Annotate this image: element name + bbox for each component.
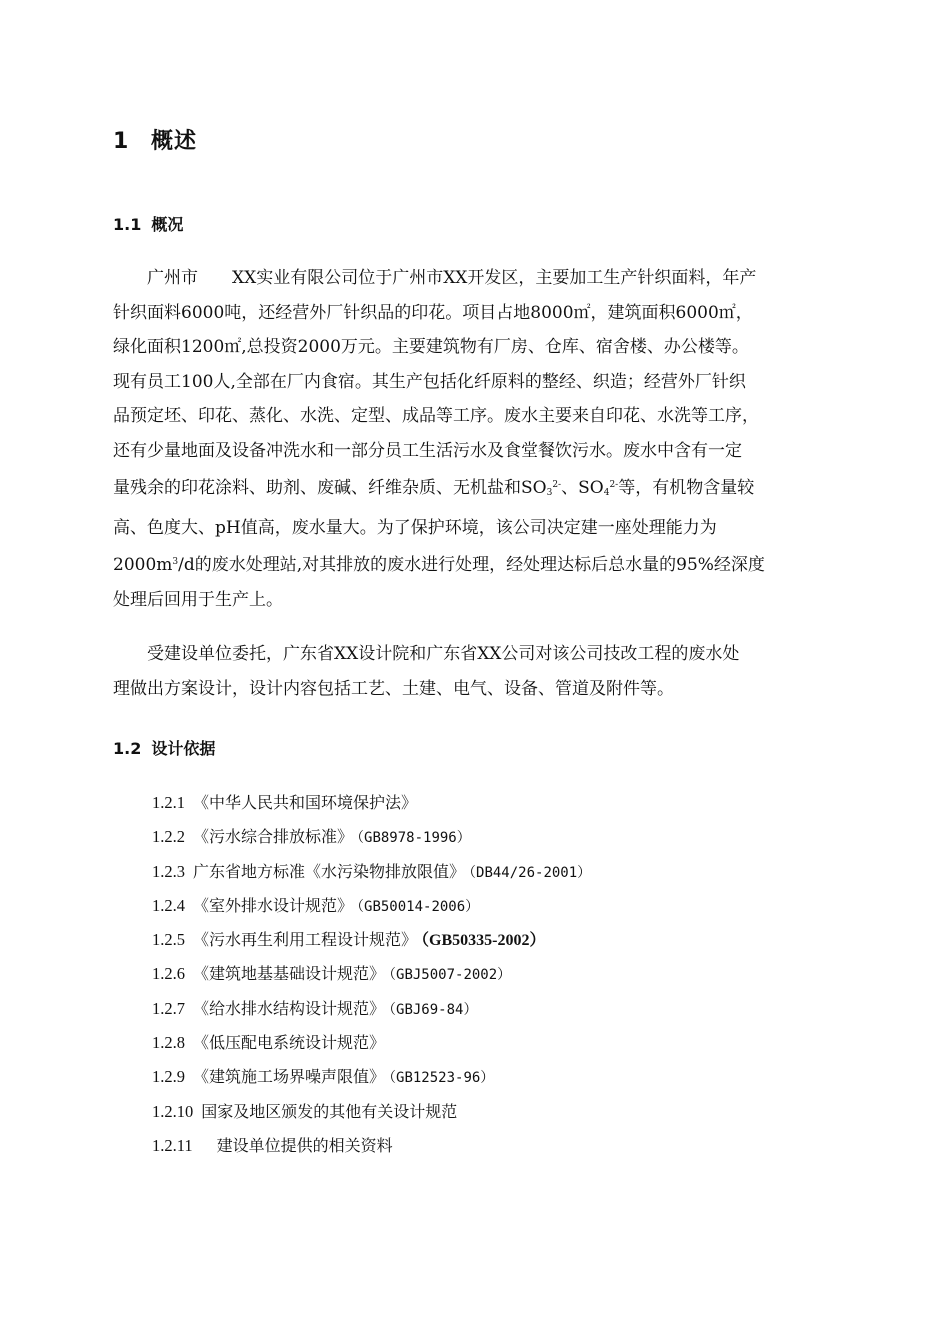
item-number: 1.2.6	[152, 964, 185, 984]
item-number: 1.2.7	[152, 998, 185, 1018]
unit-superscript: 3	[172, 557, 179, 567]
line-text: 2000m	[113, 555, 173, 575]
paragraph-line: 处理后回用于生产上。	[113, 589, 283, 610]
formula-base: SO	[578, 478, 604, 498]
item-standard-code: （GBJ69-84）	[389, 1001, 478, 1018]
paragraph-line	[113, 545, 843, 583]
formula-subscript: 3	[546, 488, 553, 498]
item-standard-code: （GB50335-2002）	[421, 932, 546, 950]
item-text: 《室外排水设计规范》	[193, 895, 354, 915]
paragraph-line: 品预定坯、印花、蒸化、水洗、定型、成品等工序。废水主要来自印花、水洗等工序，	[113, 406, 759, 426]
so3-formula	[521, 478, 561, 498]
chapter-number: 1	[113, 129, 130, 154]
separator: 、	[561, 478, 579, 498]
paragraph-line: 广州市 XX实业有限公司位于广州市XX开发区，主要加工生产针织面料，年产	[147, 268, 757, 288]
item-number: 1.2.2	[152, 827, 185, 847]
item-standard-code: （GB12523-96）	[389, 1070, 495, 1087]
formula-subscript: 4	[603, 488, 610, 498]
section-number: 1.2	[113, 739, 142, 758]
item-text: 《污水再生利用工程设计规范》	[193, 930, 418, 950]
item-number: 1.2.5	[152, 930, 185, 950]
paragraph-line: 绿化面积1200㎡,总投资2000万元。主要建筑物有厂房、仓库、宿舍楼、办公楼等。	[113, 337, 749, 357]
item-standard-code: （DB44/26-2001）	[469, 864, 592, 881]
section-heading-1-1	[113, 212, 183, 235]
item-text: 《建筑施工场界噪声限值》	[193, 1067, 386, 1087]
line-text: 量残余的印花涂料、助剂、废碱、纤维杂质、无机盐和	[113, 478, 521, 498]
item-number: 1.2.10	[152, 1101, 194, 1121]
section-heading-1-2	[113, 736, 215, 759]
paragraph-line: 针织面料6000吨，还经营外厂针织品的印花。项目占地8000㎡，建筑面积6000㎡，	[113, 302, 753, 323]
item-number: 1.2.3	[152, 861, 185, 881]
list-item	[152, 1095, 591, 1129]
list-item	[152, 957, 591, 991]
formula-superscript: 2-	[609, 480, 619, 490]
paragraph-line: 受建设单位委托，广东省XX设计院和广东省XX公司对该公司技改工程的废水处	[147, 644, 740, 664]
list-item	[152, 855, 591, 889]
item-text: 《建筑地基基础设计规范》	[193, 964, 386, 984]
item-text: 《给水排水结构设计规范》	[193, 998, 386, 1018]
paragraph-line: 还有少量地面及设备冲洗水和一部分员工生活污水及食堂餐饮污水。废水中含有一定	[113, 440, 742, 461]
item-standard-code: （GB8978-1996）	[357, 830, 471, 847]
formula-superscript: 2-	[552, 480, 562, 490]
item-text: 《中华人民共和国环境保护法》	[193, 793, 418, 812]
list-item	[152, 992, 591, 1026]
item-standard-code: （GB50014-2006）	[357, 898, 480, 915]
list-item	[152, 1129, 591, 1163]
item-text: 《低压配电系统设计规范》	[193, 1033, 386, 1053]
item-number: 1.2.1	[152, 793, 185, 812]
so4-formula	[578, 478, 618, 498]
paragraph-line: 高、色度大、pH值高，废水量大。为了保护环境，该公司决定建一座处理能力为	[113, 517, 717, 538]
list-item	[152, 1060, 591, 1094]
list-item	[152, 1026, 591, 1060]
design-basis-list	[152, 786, 591, 1163]
item-number: 1.2.11	[152, 1135, 193, 1155]
commission-paragraph	[113, 637, 843, 706]
section-title: 概况	[151, 215, 184, 234]
chapter-heading	[113, 124, 197, 155]
paragraph-line	[113, 468, 843, 511]
item-number: 1.2.9	[152, 1067, 185, 1087]
chapter-title: 概述	[151, 129, 198, 154]
list-item	[152, 786, 591, 820]
item-number: 1.2.4	[152, 895, 185, 915]
formula-base: SO	[521, 478, 547, 498]
line-text: 等，有机物含量较	[618, 478, 755, 498]
overview-paragraph	[113, 261, 843, 617]
item-text: 《污水综合排放标准》	[193, 827, 354, 847]
paragraph-line: 理做出方案设计，设计内容包括工艺、土建、电气、设备、管道及附件等。	[113, 678, 674, 699]
section-number: 1.1	[113, 215, 142, 234]
item-text: 广东省地方标准《水污染物排放限值》	[193, 861, 466, 881]
item-standard-code: （GBJ5007-2002）	[389, 967, 512, 984]
item-number: 1.2.8	[152, 1033, 185, 1053]
line-text: /d的废水处理站,对其排放的废水进行处理，经处理达标后总水量的95%经深度	[178, 555, 765, 575]
item-text: 建设单位提供的相关资料	[200, 1135, 393, 1155]
list-item	[152, 923, 591, 957]
section-title: 设计依据	[151, 739, 216, 758]
item-text: 国家及地区颁发的其他有关设计规范	[201, 1101, 458, 1121]
list-item	[152, 889, 591, 923]
paragraph-line: 现有员工100人,全部在厂内食宿。其生产包括化纤原料的整经、织造；经营外厂针织	[113, 371, 746, 392]
list-item	[152, 820, 591, 854]
